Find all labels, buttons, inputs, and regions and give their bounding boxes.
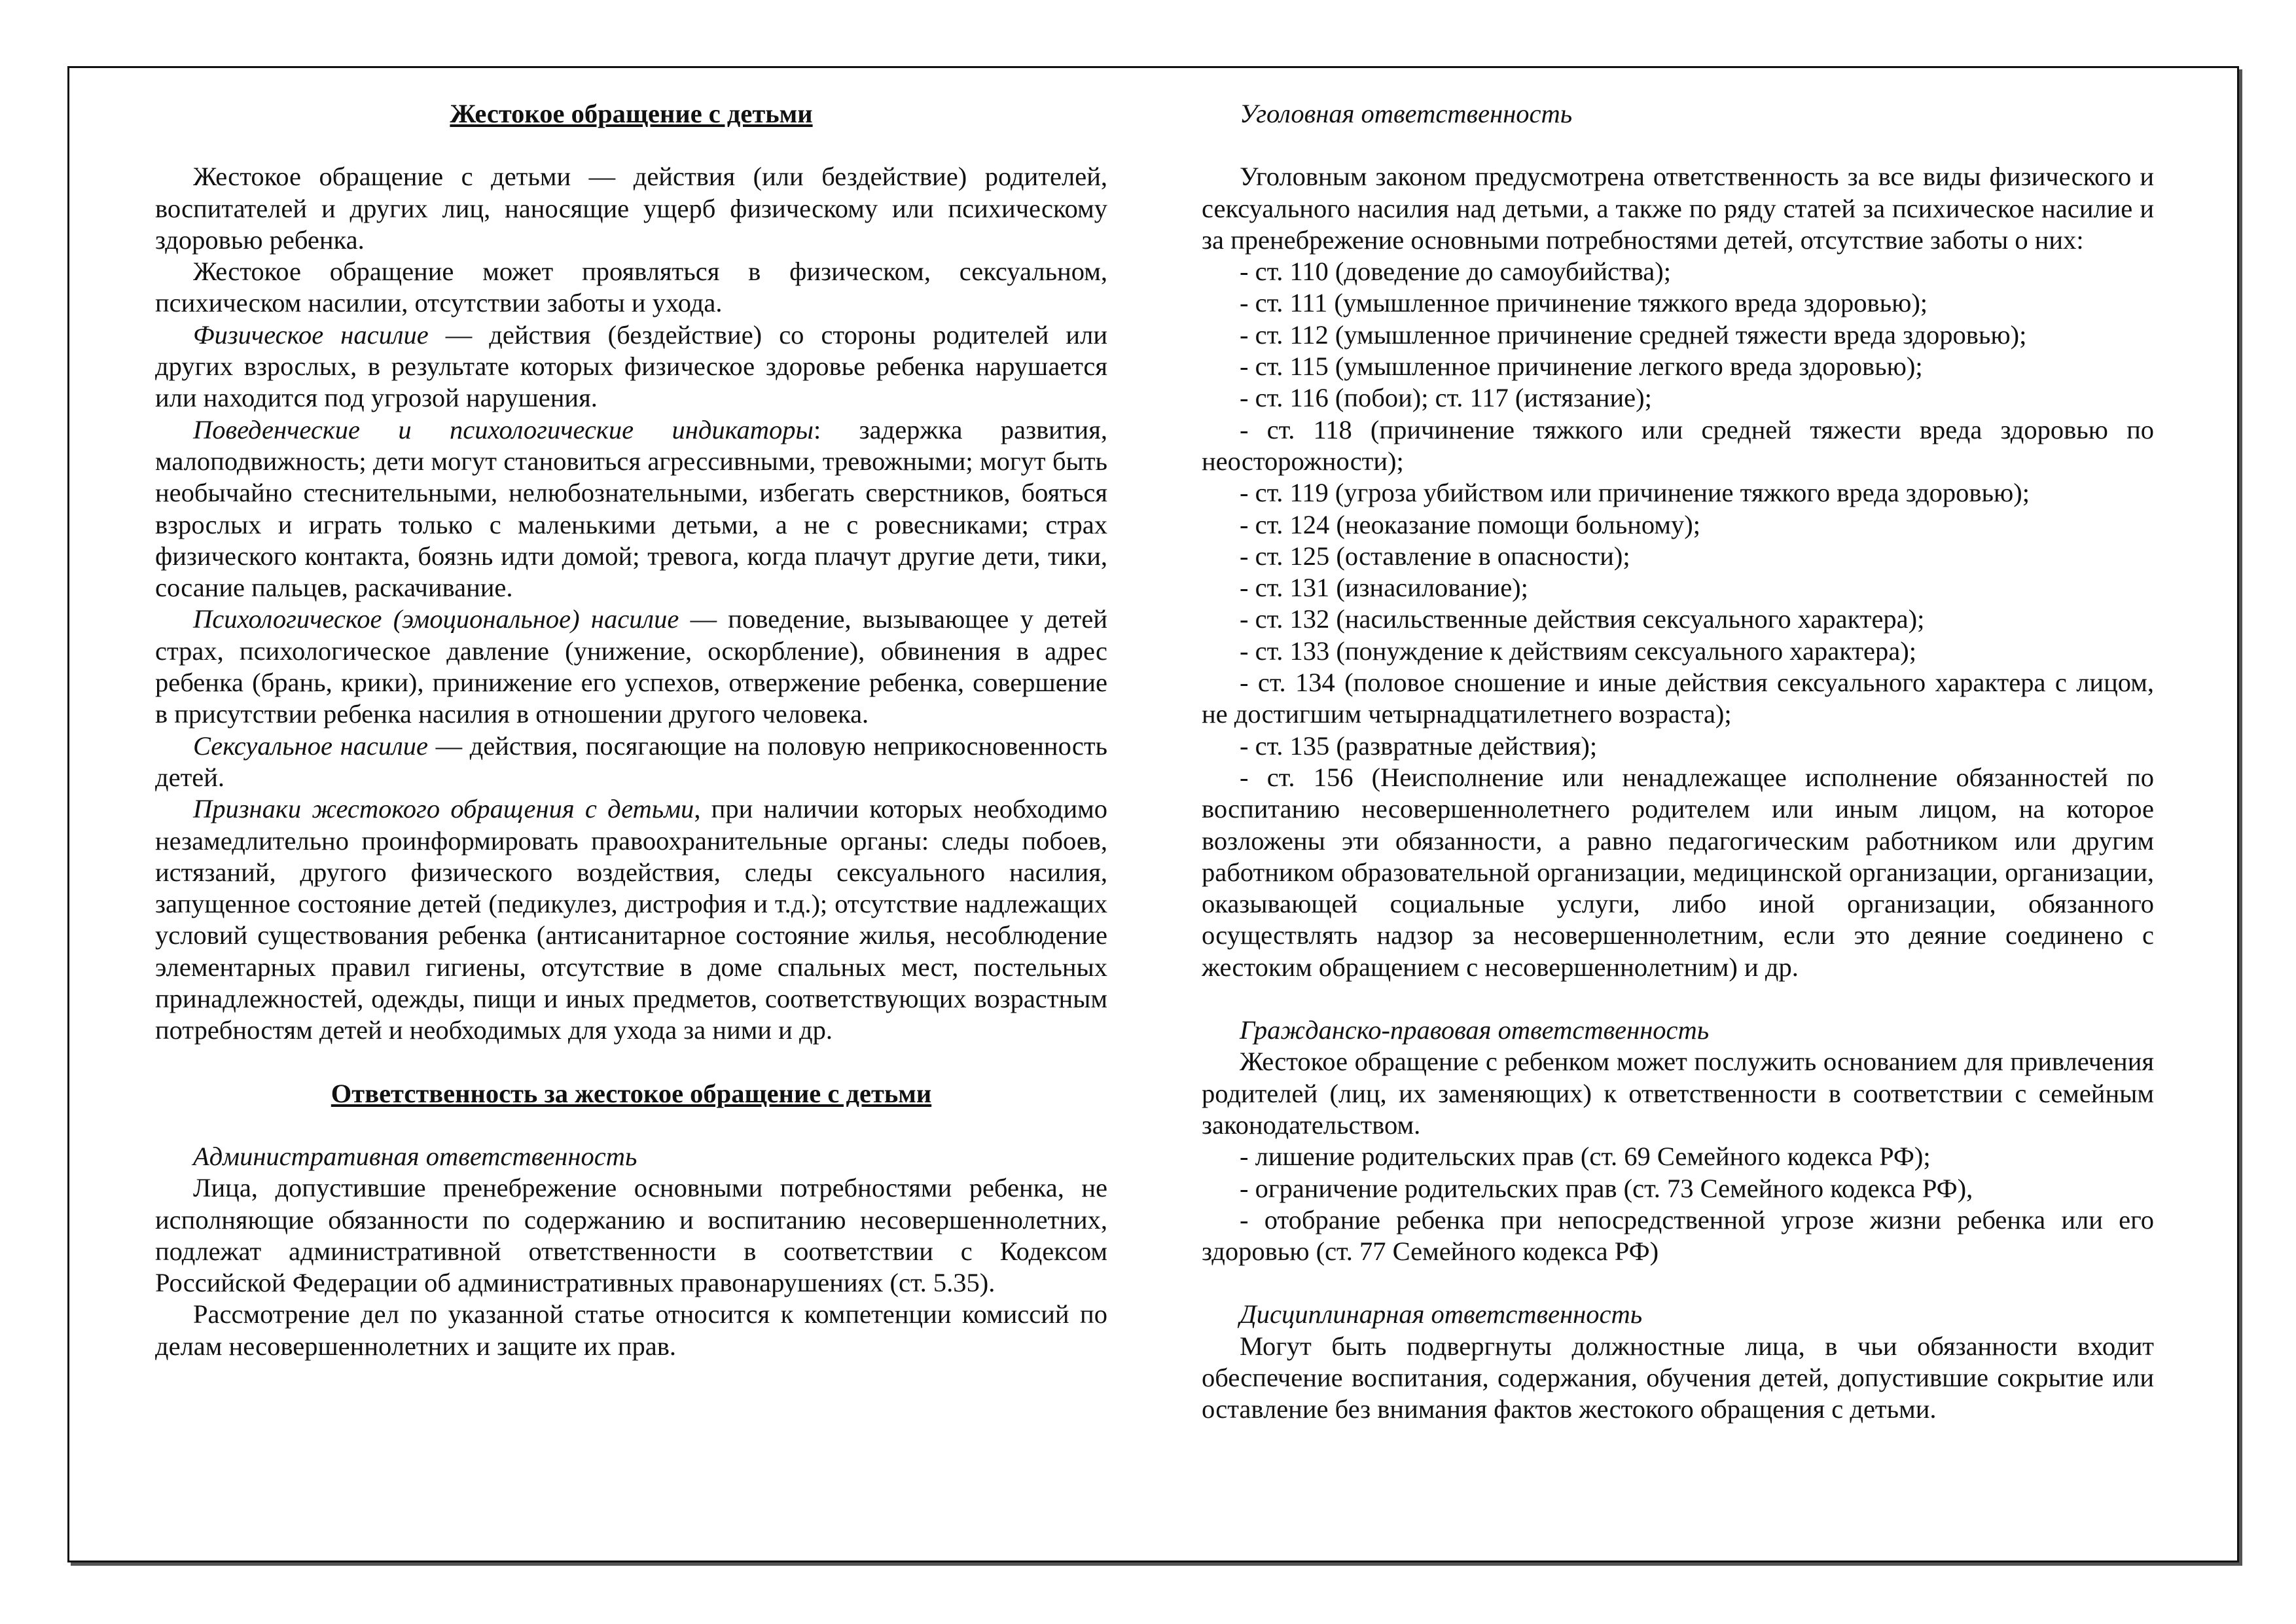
criminal-heading: Уголовная ответственность bbox=[1240, 99, 1573, 128]
list-item: - ст. 116 (побои); ст. 117 (истязание); bbox=[1240, 383, 1652, 413]
list-item: - ст. 134 (половое сношение и иные действия сексуального характера с лицом, не достигшим четырнадцатилетнего возраста); bbox=[1202, 668, 2154, 729]
civil-heading: Гражданско-правовая ответственность bbox=[1240, 1015, 1710, 1045]
list-item: - отобрание ребенка при непосредственной угрозе жизни ребенка или его здоровью (ст. 77 Семейного кодекса РФ) bbox=[1202, 1204, 2154, 1267]
psychological-violence-text: — поведение, вызывающее у детей страх, психологическое давление (унижение, оскорбление), обвинения в адрес ребенка (брань, крики), принижение его успехов, отвержение ребенка, совершение в присутствии ребенка насилия в отношении другого человека. bbox=[155, 604, 1107, 729]
list-item: - лишение родительских прав (ст. 69 Семейного кодекса РФ); bbox=[1240, 1142, 1931, 1172]
list-item: - ст. 118 (причинение тяжкого или средней тяжести вреда здоровью по неосторожности); bbox=[1202, 414, 2154, 476]
list-item: - ст. 110 (доведение до самоубийства); bbox=[1240, 257, 1671, 287]
right-column bbox=[1202, 98, 2154, 1426]
signs-term: Признаки жестокого обращения с детьми bbox=[193, 794, 694, 824]
list-item: - ст. 115 (умышленное причинение легкого вреда здоровью); bbox=[1240, 352, 1923, 382]
sexual-violence-paragraph bbox=[155, 731, 1107, 794]
administrative-paragraph-1: Лица, допустившие пренебрежение основными потребностями ребенка, не исполняющие обязанности по содержанию и воспитанию несовершеннолетних, подлежат административной ответственности в соответствии с Кодексом Российской Федерации об административных правонарушениях (ст. 5.35). bbox=[155, 1173, 1107, 1298]
administrative-heading: Административная ответственность bbox=[193, 1141, 637, 1171]
left-column bbox=[155, 98, 1107, 1362]
disciplinary-heading: Дисциплинарная ответственность bbox=[1240, 1299, 1643, 1329]
intro-paragraph-1: Жестокое обращение с детьми — действия (или бездействие) родителей, воспитателей и других лиц, наносящие ущерб физическому или психическому здоровью ребенка. bbox=[155, 162, 1107, 255]
list-item: - ст. 125 (оставление в опасности); bbox=[1240, 541, 1630, 571]
list-item: - ст. 156 (Неисполнение или ненадлежащее исполнение обязанностей по воспитанию несовершеннолетнего родителем или иным лицом, на которое возложены эти обязанности, а равно педагогическим работником или другим работником образовательной организации, медицинской организации, организации, оказывающей социальные услуги, либо иной организации, обязанного осуществлять надзор за несовершеннолетним, если это деяние соединено с жестоким обращением с несовершеннолетним) и др. bbox=[1202, 762, 2154, 982]
list-item: - ст. 135 (развратные действия); bbox=[1240, 731, 1598, 761]
physical-violence-term: Физическое насилие bbox=[193, 319, 429, 350]
sexual-violence-text: — действия, посягающие на половую неприкосновенность детей. bbox=[155, 731, 1107, 792]
sexual-violence-term: Сексуальное насилие bbox=[193, 731, 429, 761]
signs-text: , при наличии которых необходимо незамедлительно проинформировать правоохранительные органы: следы побоев, истязаний, другого физического воздействия, следы сексуального насилия, запущенное состояние детей (педикулез, дистрофия и т.д.); отсутствие надлежащих условий существования ребенка (антисанитарное состояние жилья, несоблюдение элементарных правил гигиены, отсутствие в доме спальных мест, постельных принадлежностей, одежды, пищи и иных предметов, соответствующих возрастным потребностям детей и необходимых для ухода за ними и др. bbox=[155, 794, 1107, 1045]
list-item: - ограничение родительских прав (ст. 73 Семейного кодекса РФ), bbox=[1240, 1173, 1973, 1203]
intro-paragraph-2: Жестокое обращение может проявляться в физическом, сексуальном, психическом насилии, отсутствии заботы и ухода. bbox=[155, 257, 1107, 318]
physical-violence-text: — действия (бездействие) со стороны родителей или других взрослых, в результате которых физическое здоровье ребенка нарушается или находится под угрозой нарушения. bbox=[155, 319, 1107, 413]
civil-intro: Жестокое обращение с ребенком может послужить основанием для привлечения родителей (лиц, их заменяющих) к ответственности в соответствии с семейным законодательством. bbox=[1202, 1047, 2154, 1140]
list-item: - ст. 119 (угроза убийством или причинение тяжкого вреда здоровью); bbox=[1240, 478, 2030, 508]
list-item: - ст. 133 (понуждение к действиям сексуального характера); bbox=[1240, 636, 1916, 666]
list-item: - ст. 132 (насильственные действия сексуального характера); bbox=[1240, 604, 1925, 634]
indicators-text: : задержка развития, малоподвижность; дети могут становиться агрессивными, тревожными; могут быть необычайно стеснительными, нелюбознательными, избегать сверстников, бояться взрослых и играть только с маленькими детьми, а не с ровесниками; страх физического контакта, боязнь идти домой; тревога, когда плачут другие дети, тики, сосание пальцев, раскачивание. bbox=[155, 414, 1107, 603]
left-title: Жестокое обращение с детьми bbox=[450, 99, 813, 128]
administrative-paragraph-2: Рассмотрение дел по указанной статье относится к компетенции комиссий по делам несовершеннолетних и защите их прав. bbox=[155, 1299, 1107, 1361]
signs-paragraph bbox=[155, 793, 1107, 1046]
civil-items-list bbox=[1202, 1141, 2154, 1267]
criminal-articles-list bbox=[1202, 256, 2154, 983]
psychological-violence-paragraph bbox=[155, 604, 1107, 730]
indicators-paragraph bbox=[155, 414, 1107, 604]
indicators-term: Поведенческие и психологические индикаторы bbox=[193, 414, 814, 444]
psychological-violence-term: Психологическое (эмоциональное) насилие bbox=[193, 604, 679, 634]
list-item: - ст. 124 (неоказание помощи больному); bbox=[1240, 509, 1701, 539]
disciplinary-paragraph: Могут быть подвергнуты должностные лица, в чьи обязанности входит обеспечение воспитания, содержания, обучения детей, допустившие сокрытие или оставление без внимания фактов жестокого обращения с детьми. bbox=[1202, 1331, 2154, 1424]
criminal-intro: Уголовным законом предусмотрена ответственность за все виды физического и сексуального насилия над детьми, а также по ряду статей за психическое насилие и за пренебрежение основными потребностями детей, отсутствие заботы о них: bbox=[1202, 162, 2154, 255]
list-item: - ст. 111 (умышленное причинение тяжкого вреда здоровью); bbox=[1240, 288, 1928, 318]
physical-violence-paragraph bbox=[155, 319, 1107, 414]
list-item: - ст. 112 (умышленное причинение средней тяжести вреда здоровью); bbox=[1240, 319, 2027, 350]
responsibility-title: Ответственность за жестокое обращение с детьми bbox=[331, 1078, 932, 1108]
list-item: - ст. 131 (изнасилование); bbox=[1240, 573, 1528, 603]
